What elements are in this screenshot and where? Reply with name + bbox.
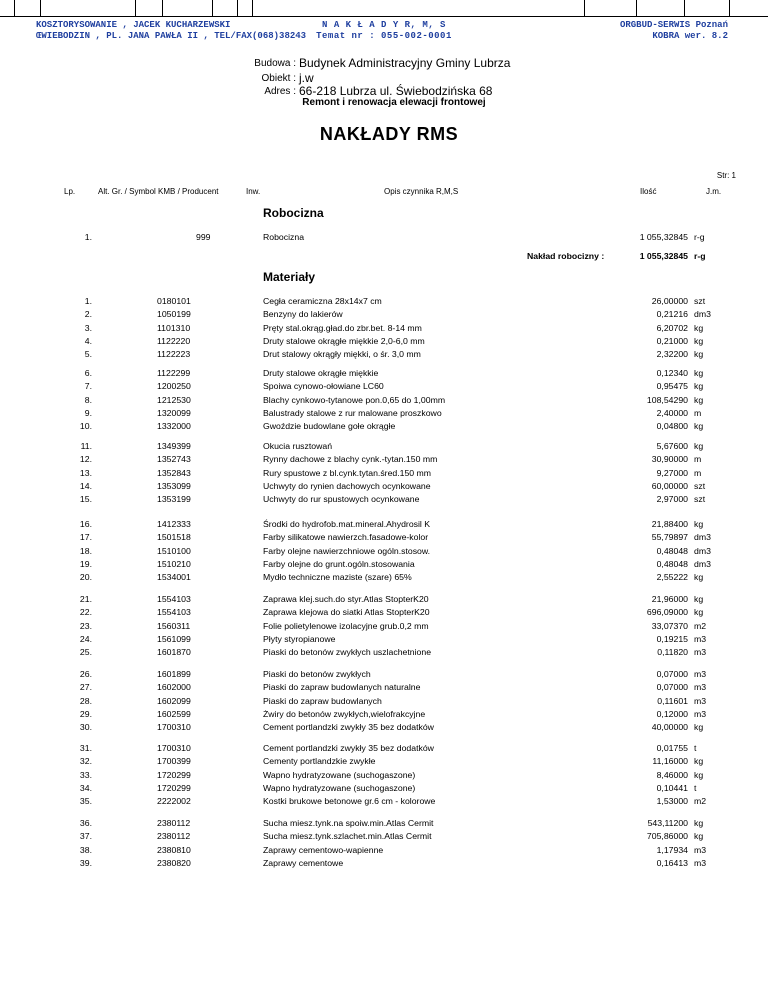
row-lp: 20. [79,572,92,583]
row-desc: Robocizna [263,232,305,242]
table-row [0,830,768,842]
row-symbol: 1560311 [157,620,191,631]
row-lp: 27. [79,682,92,693]
row-desc: Cement portlandzki zwykły 35 bez dodatków [263,722,434,733]
row-unit: m [694,467,702,478]
row-qty: 696,09000 [646,607,688,618]
table-row [0,857,768,869]
col-symbol: Alt. Gr. / Symbol KMB / Producent [98,187,219,196]
row-unit: m3 [694,708,707,719]
row-desc: Druty stalowe okrągłe miękkie [263,368,379,378]
table-row [0,367,768,379]
row-symbol: 0180101 [157,296,191,306]
table-row [0,646,768,658]
row-unit: m2 [694,620,707,631]
row-symbol: 1700310 [157,722,191,733]
table-row [0,633,768,645]
row-symbol: 1602000 [157,682,191,693]
obiekt-value: j.w [299,71,314,85]
row-unit: kg [694,441,704,451]
row-qty: 8,46000 [656,769,688,780]
row-symbol: 1122299 [157,368,191,378]
row-qty: 33,07370 [651,620,688,631]
project-subtitle: Remont i renowacja elewacji frontowej [302,97,486,108]
row-symbol: 1720299 [157,782,191,793]
row-lp: 1. [84,232,92,242]
row-desc: Kostki brukowe betonowe gr.6 cm - kolorowe [263,796,436,807]
row-unit: t [694,782,697,793]
row-lp: 3. [84,322,92,333]
row-lp: 11. [80,441,92,451]
software-vendor: ORGBUD-SERWIS Poznań [619,20,728,30]
row-qty: 543,11200 [647,818,688,828]
table-row [0,606,768,618]
row-unit: m3 [694,633,707,644]
table-row [0,295,768,307]
table-row [0,620,768,632]
row-qty: 6,20702 [656,322,688,333]
row-symbol: 1101310 [157,322,191,333]
row-symbol: 1501518 [157,532,191,543]
row-desc: Mydło techniczne maziste (szare) 65% [263,572,412,583]
row-unit: m3 [694,695,707,706]
labor-total-qty: 1 055,32845 [639,251,688,261]
col-desc: Opis czynnika R,M,S [384,187,459,196]
row-symbol: 1122220 [157,335,191,346]
row-unit: kg [694,322,704,333]
row-qty: 60,00000 [651,480,688,491]
row-desc: Uchwyty do rur spustowych ocynkowane [263,494,420,505]
row-desc: Farby olejne do grunt.ogóln.stosowania [263,558,415,569]
row-desc: Rynny dachowe z blachy cynk.-tytan.150 mm [263,454,438,465]
table-row [0,394,768,406]
col-unit: J.m. [706,187,722,196]
row-qty: 2,40000 [656,407,688,418]
row-qty: 1,53000 [656,796,688,807]
row-symbol: 2380810 [157,844,191,855]
row-qty: 0,95475 [656,381,688,392]
row-unit: kg [694,381,704,392]
row-desc: Zaprawa klejowa do siatki Atlas StopterK20 [263,607,430,618]
row-symbol: 1534001 [157,572,191,583]
row-symbol: 1332000 [157,421,191,432]
row-unit: m3 [694,857,707,868]
row-qty: 9,27000 [656,467,688,478]
row-lp: 34. [79,782,92,793]
company-address: ŒWIEBODZIN , PL. JANA PAWŁA II , TEL/FAX(068)38243 [36,31,307,41]
row-desc: Piaski do zapraw budowlanych naturalne [263,682,421,693]
row-symbol: 1602599 [157,708,191,719]
row-unit: kg [694,368,704,378]
row-desc: Zaprawa klej.such.do styr.Atlas StopterK20 [263,594,429,604]
row-symbol: 1700310 [157,743,191,753]
row-symbol: 2380112 [157,831,191,842]
row-symbol: 1412333 [157,519,191,529]
row-unit: szt [694,296,706,306]
row-lp: 39. [79,857,92,868]
row-desc: Płyty styropianowe [263,633,336,644]
row-lp: 25. [79,647,92,658]
row-qty: 11,16000 [652,756,688,767]
row-unit: kg [694,818,704,828]
row-qty: 0,10441 [656,782,688,793]
row-symbol: 1720299 [157,769,191,780]
row-symbol: 1349399 [157,441,191,451]
row-qty: 1,17934 [656,844,688,855]
row-lp: 23. [79,620,92,631]
row-desc: Wapno hydratyzowane (suchogaszone) [263,769,416,780]
table-row [0,308,768,320]
row-lp: 35. [79,796,92,807]
row-lp: 4. [84,335,92,346]
row-lp: 18. [79,545,92,556]
row-lp: 12. [79,454,92,465]
row-symbol: 1602099 [157,695,191,706]
row-symbol: 1510100 [157,545,191,556]
row-symbol: 1353099 [157,480,191,491]
row-lp: 1. [84,296,92,306]
row-lp: 31. [79,743,92,753]
row-desc: Piaski do zapraw budowlanych [263,695,382,706]
row-symbol: 1601870 [157,647,191,658]
row-qty: 5,67600 [656,441,688,451]
row-desc: Piaski do betonów zwykłych uszlachetnione [263,647,432,658]
row-unit: kg [694,349,704,360]
row-unit: m [694,407,702,418]
row-qty: 0,11601 [657,695,688,706]
table-row [0,518,768,530]
row-unit: r-g [694,232,705,242]
row-symbol: 2380112 [157,818,191,828]
row-unit: t [694,743,697,753]
row-unit: kg [694,421,704,432]
table-row [0,755,768,767]
row-lp: 10. [79,421,92,432]
row-symbol: 1554103 [157,607,191,618]
row-desc: Druty stalowe okrągłe miękkie 2,0-6,0 mm [263,335,425,346]
row-unit: kg [694,769,704,780]
table-row [0,322,768,334]
software-version: KOBRA wer. 8.2 [652,31,728,41]
row-lp: 2. [84,309,92,320]
row-symbol: 1353199 [157,494,191,505]
row-symbol: 1352743 [157,454,191,465]
row-qty: 0,12000 [656,708,688,719]
row-lp: 32. [79,756,92,767]
labor-total [0,250,768,262]
adres-value: 66-218 Lubrza ul. Świebodzińska 68 [299,84,493,98]
row-unit: kg [694,519,704,529]
row-qty: 0,21216 [656,309,688,320]
row-symbol: 1700399 [157,756,191,767]
row-symbol: 2222002 [157,796,191,807]
row-qty: 0,48048 [656,545,688,556]
row-unit: m [694,454,702,465]
row-symbol: 1352843 [157,467,191,478]
row-desc: Zaprawy cementowo-wapienne [263,844,384,855]
table-row [0,571,768,583]
row-desc: Drut stalowy okrągły miękki, o śr. 3,0 mm [263,349,421,360]
row-desc: Benzyny do lakierów [263,309,343,320]
row-unit: szt [694,480,706,491]
row-unit: m3 [694,647,707,658]
row-unit: m3 [694,844,707,855]
row-qty: 55,79897 [651,532,688,543]
row-desc: Farby silikatowe nawierzch.fasadowe-kolor [263,532,429,543]
row-qty: 21,88400 [651,519,688,529]
document-type: N A K Ł A D Y R, M, S [322,20,446,30]
row-symbol: 999 [196,232,211,242]
col-inw: Inw. [246,187,261,196]
row-lp: 9. [84,407,92,418]
row-qty: 30,90000 [651,454,688,465]
row-symbol: 1510210 [157,558,191,569]
row-qty: 0,48048 [656,558,688,569]
table-row [0,531,768,543]
table-row [0,782,768,794]
row-symbol: 1050199 [157,309,191,320]
row-lp: 21. [79,594,92,604]
row-qty: 2,32200 [656,349,688,360]
row-qty: 2,97000 [656,494,688,505]
row-symbol: 1561099 [157,633,191,644]
labor-total-label: Nakład robocizny : [527,251,605,261]
table-row [0,795,768,807]
row-lp: 7. [84,381,92,392]
table-row [0,380,768,392]
row-desc: Folie polietylenowe izolacyjne grub.0,2 mm [263,620,429,631]
topic-number: Temat nr : 055-002-0001 [316,31,452,41]
row-desc: Cement portlandzki zwykły 35 bez dodatków [263,743,434,753]
table-row [0,440,768,452]
row-desc: Pręty stal.okrąg.gład.do zbr.bet. 8-14 mm [263,322,422,333]
table-row [0,769,768,781]
row-desc: Rury spustowe z bl.cynk.tytan.śred.150 mm [263,467,432,478]
row-lp: 30. [79,722,92,733]
page-number: Str: 1 [716,171,736,180]
row-desc: Piaski do betonów zwykłych [263,669,371,679]
table-row [0,407,768,419]
table-row [0,668,768,680]
col-lp: Lp. [64,187,76,196]
row-symbol: 1320099 [157,407,191,418]
row-qty: 1 055,32845 [639,232,688,242]
row-unit: kg [694,607,704,618]
row-unit: kg [694,831,704,842]
row-symbol: 1554103 [157,594,191,604]
top-ruler [0,0,768,18]
row-qty: 0,07000 [656,669,688,679]
row-qty: 705,86000 [646,831,688,842]
row-lp: 37. [79,831,92,842]
row-qty: 0,07000 [656,682,688,693]
table-row [0,453,768,465]
row-symbol: 1122223 [157,349,191,360]
row-lp: 24. [79,633,92,644]
row-lp: 33. [79,769,92,780]
row-qty: 108,54290 [646,394,688,405]
row-desc: Uchwyty do rynien dachowych ocynkowane [263,480,431,491]
row-unit: szt [694,494,706,505]
row-lp: 13. [79,467,92,478]
row-symbol: 1200250 [157,381,191,392]
row-unit: kg [694,594,704,604]
row-symbol: 2380820 [157,857,191,868]
page-title: NAKŁADY RMS [319,124,459,144]
row-desc: Żwiry do betonów zwykłych,wielofrakcyjne [263,708,426,719]
row-desc: Farby olejne nawierzchniowe ogóln.stosow. [263,545,431,556]
table-row [0,558,768,570]
row-lp: 28. [79,695,92,706]
row-lp: 38. [79,844,92,855]
row-qty: 0,16413 [656,857,688,868]
row-unit: m3 [694,669,707,679]
row-qty: 40,00000 [651,722,688,733]
table-row [0,742,768,754]
labor-total-unit: r-g [694,251,706,261]
row-lp: 17. [79,532,92,543]
row-unit: m2 [694,796,707,807]
row-unit: kg [694,572,704,583]
table-row [0,695,768,707]
row-symbol: 1601899 [157,669,191,679]
materials-heading: Materiały [263,270,316,284]
row-desc: Blachy cynkowo-tytanowe pon.0,65 do 1,00mm [263,394,446,405]
row-qty: 0,11820 [657,647,688,658]
company-name: KOSZTORYSOWANIE , JACEK KUCHARZEWSKI [36,20,231,30]
table-row [0,708,768,720]
row-qty: 0,04800 [656,421,688,432]
row-unit: kg [694,722,704,733]
row-desc: Okucia rusztowań [263,441,333,451]
row-lp: 5. [84,349,92,360]
row-lp: 26. [79,669,92,679]
table-row [0,348,768,360]
row-unit: m3 [694,682,707,693]
row-desc: Cementy portlandzkie zwykłe [263,756,376,767]
budowa-label: Budowa : [254,58,296,69]
row-qty: 0,12340 [656,368,688,378]
row-qty: 21,96000 [651,594,688,604]
table-row [0,545,768,557]
table-row [0,721,768,733]
row-qty: 2,55222 [656,572,688,583]
table-row [0,480,768,492]
row-desc: Sucha miesz.tynk.szlachet.min.Atlas Cermit [263,831,432,842]
row-lp: 36. [79,818,92,828]
row-unit: dm3 [694,545,711,556]
header-right [620,20,728,42]
row-unit: kg [694,335,704,346]
table-row [0,681,768,693]
table-row [0,231,768,243]
table-row [0,593,768,605]
table-row [0,844,768,856]
row-unit: kg [694,756,704,767]
col-qty: Ilość [640,187,657,196]
row-desc: Środki do hydrofob.mat.mineral.Ahydrosil K [263,519,431,529]
table-row [0,817,768,829]
labor-heading: Robocizna [263,206,324,220]
row-desc: Spoiwa cynowo-ołowiane LC60 [263,381,384,392]
row-lp: 8. [84,394,92,405]
row-desc: Zaprawy cementowe [263,857,344,868]
row-lp: 15. [79,494,92,505]
row-qty: 26,00000 [651,296,688,306]
table-row [0,493,768,505]
row-unit: dm3 [694,532,711,543]
row-symbol: 1212530 [157,394,191,405]
row-desc: Balustrady stalowe z rur malowane proszkowo [263,407,442,418]
row-desc: Sucha miesz.tynk.na spoiw.min.Atlas Cermit [263,818,434,828]
row-desc: Wapno hydratyzowane (suchogaszone) [263,782,416,793]
row-unit: dm3 [694,558,711,569]
obiekt-label: Obiekt : [261,73,296,84]
row-desc: Cegła ceramiczna 28x14x7 cm [263,296,382,306]
row-unit: kg [694,394,704,405]
row-lp: 14. [79,480,92,491]
row-qty: 0,19215 [656,633,688,644]
row-qty: 0,01755 [656,743,688,753]
budowa-value: Budynek Administracyjny Gminy Lubrza [299,56,511,70]
table-row [0,467,768,479]
adres-label: Adres : [264,86,296,97]
table-row [0,335,768,347]
row-lp: 6. [84,368,92,378]
row-lp: 22. [79,607,92,618]
row-lp: 29. [79,708,92,719]
row-desc: Gwoździe budowlane gołe okrągłe [263,421,396,432]
row-lp: 19. [79,558,92,569]
row-unit: dm3 [694,309,711,320]
row-qty: 0,21000 [656,335,688,346]
table-row [0,420,768,432]
row-lp: 16. [79,519,92,529]
